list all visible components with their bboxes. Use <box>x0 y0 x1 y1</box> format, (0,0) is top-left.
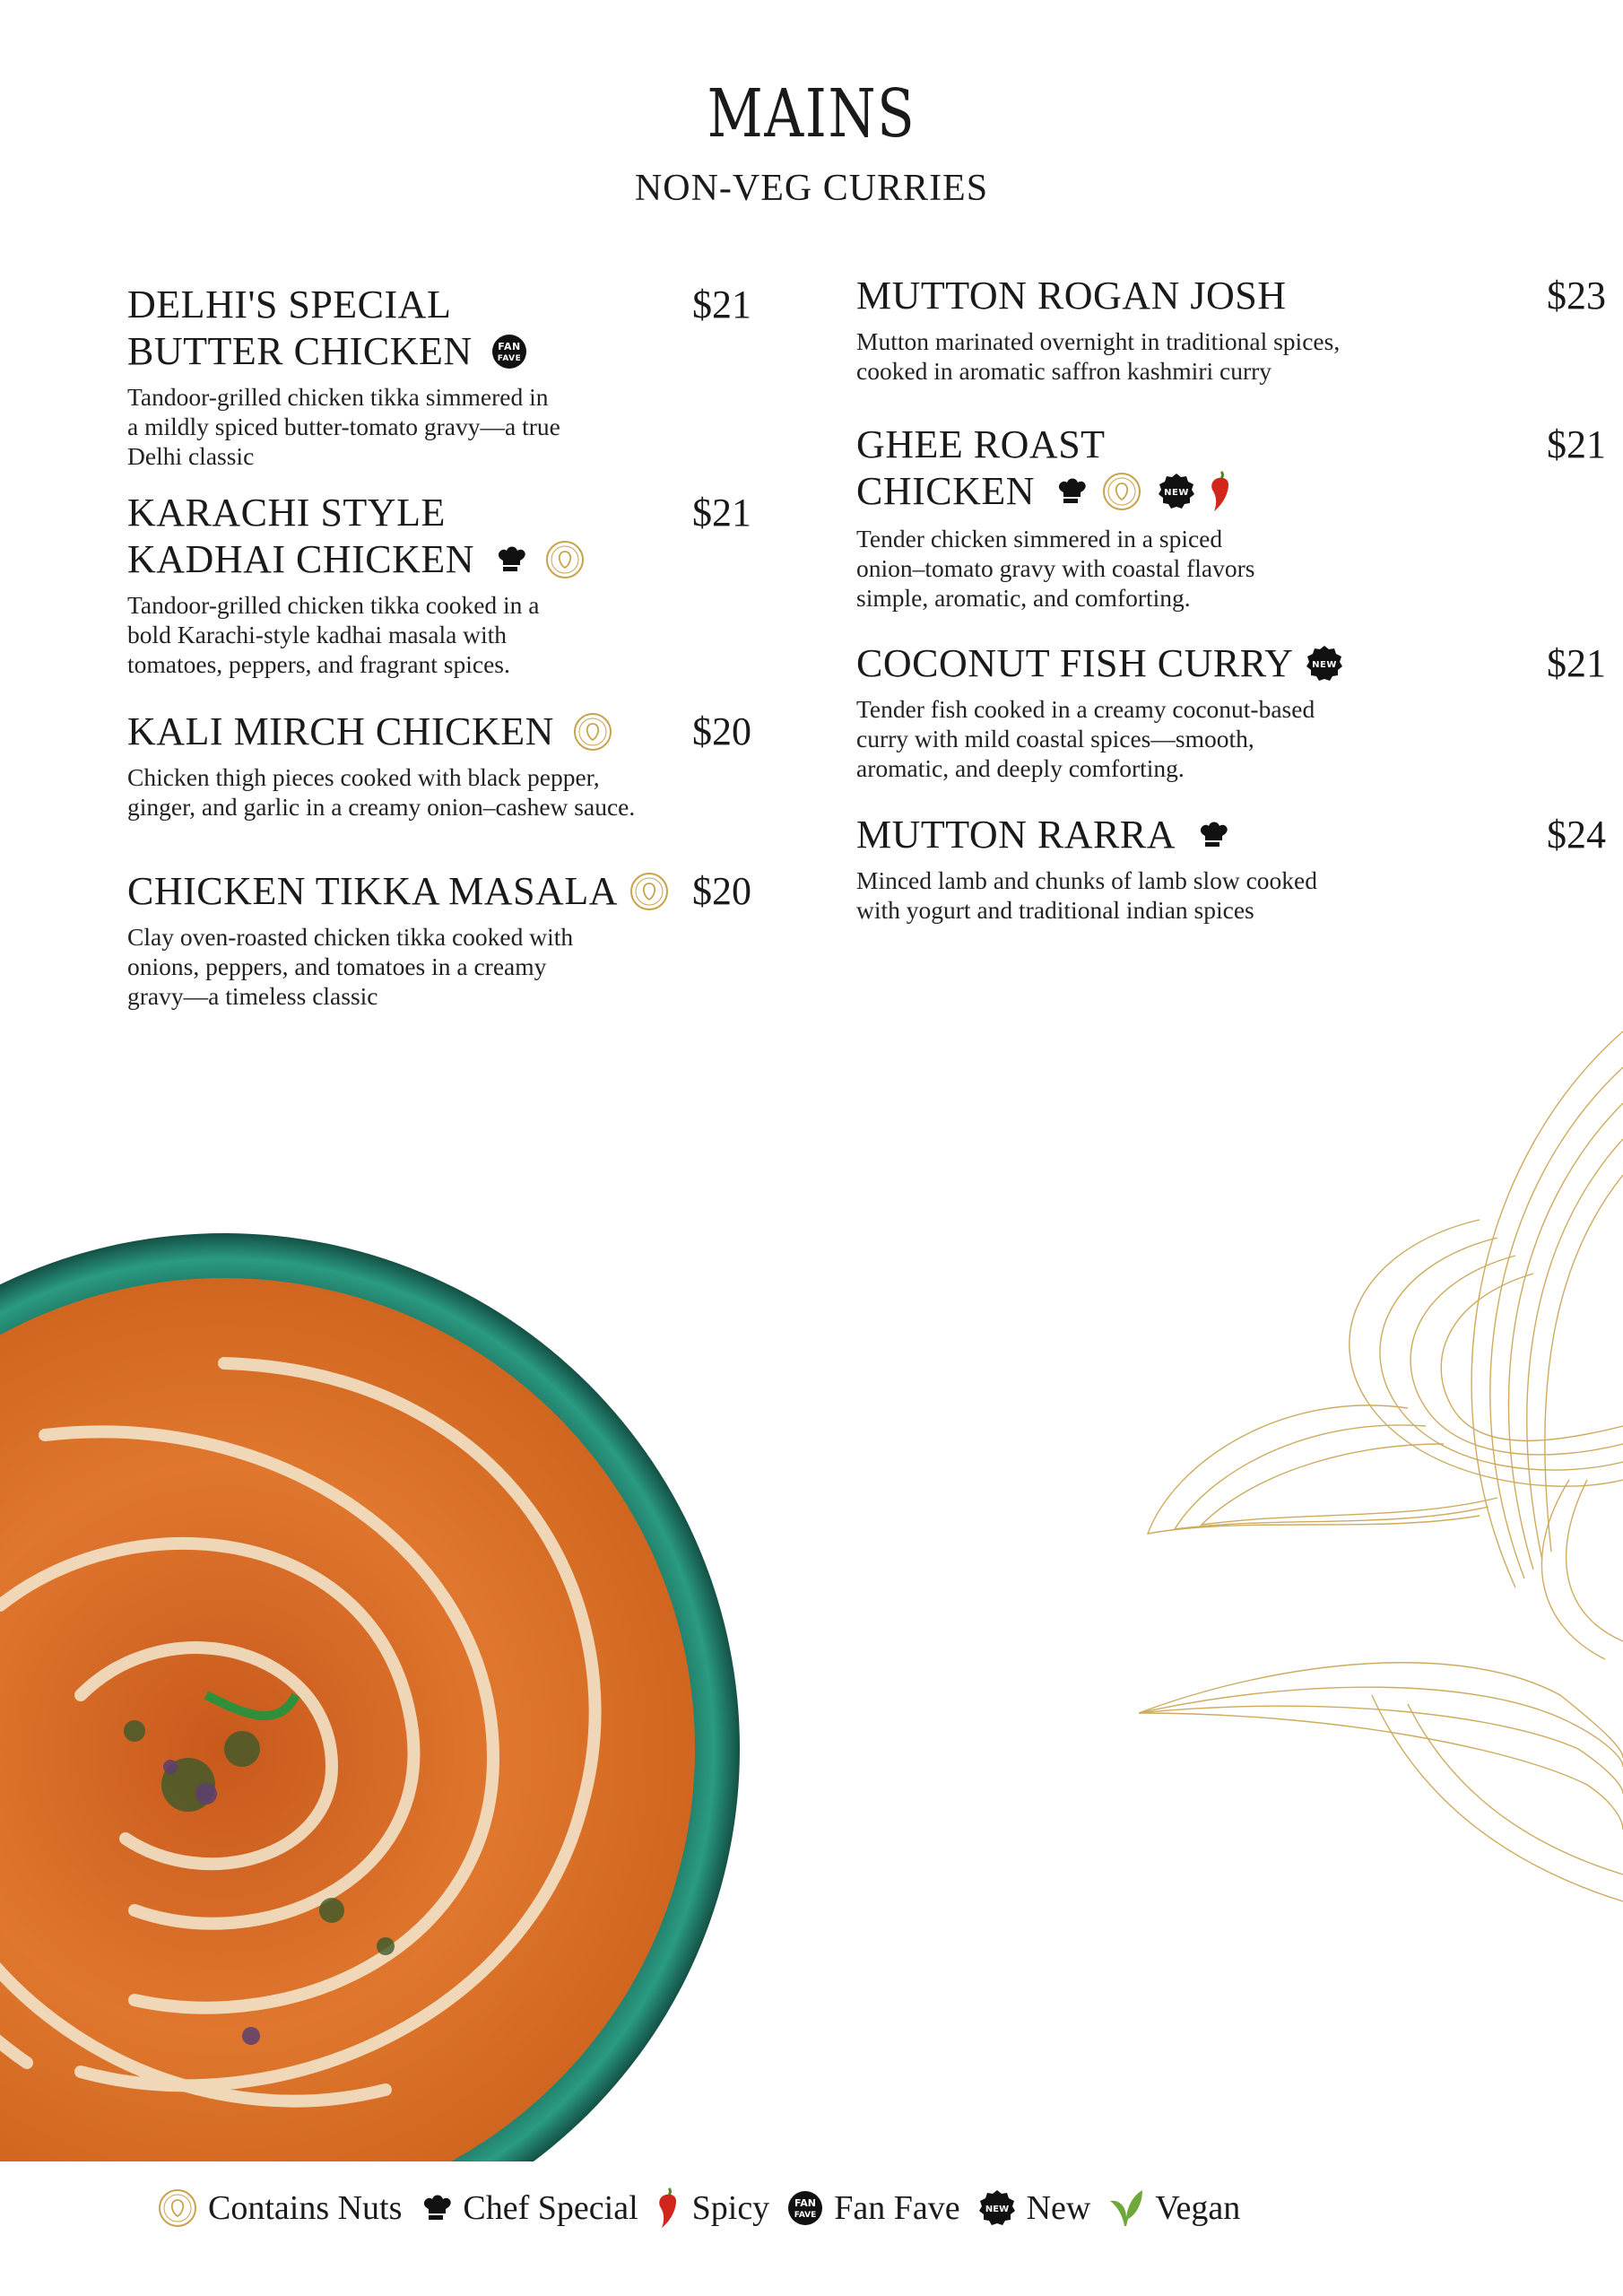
legend-label: Contains Nuts <box>208 2189 403 2227</box>
menu-item-mutton-rogan-josh <box>856 273 1606 386</box>
contains-nuts-icon <box>158 2188 197 2228</box>
item-name: GHEE ROAST CHICKEN NEW <box>856 422 1255 517</box>
item-price: $21 <box>692 491 751 535</box>
item-name: MUTTON RARRA <box>856 812 1317 858</box>
page-title: MAINS <box>707 75 916 152</box>
legend-label: Chef Special <box>463 2189 638 2227</box>
item-price: $20 <box>692 869 751 913</box>
item-price: $21 <box>692 283 751 326</box>
section-subtitle: NON-VEG CURRIES <box>634 168 989 209</box>
item-name: KALI MIRCH CHICKEN <box>127 709 635 755</box>
item-price: $21 <box>1547 641 1606 685</box>
item-description: Clay oven-roasted chicken tikka cooked with onions, peppers, and tomatoes in a creamy gravy—a timeless classic <box>127 923 574 1010</box>
legend-label: Vegan <box>1155 2189 1241 2227</box>
menu-item-butter-chicken <box>127 282 751 471</box>
menu-item-chicken-tikka-masala <box>127 868 751 1011</box>
gold-lily-decoration <box>1139 1013 1623 1928</box>
legend-item-spicy <box>656 2187 770 2230</box>
menu-header <box>0 75 1623 210</box>
legend <box>158 2187 1258 2230</box>
fan-fave-icon <box>787 2190 823 2226</box>
svg-text:FAN: FAN <box>794 2197 817 2209</box>
new-badge-icon <box>1306 645 1343 683</box>
item-description: Tandoor-grilled chicken tikka simmered in a mildly spiced butter-tomato gravy—a true Delhi classic <box>127 383 560 470</box>
legend-item-chef-special <box>420 2188 638 2228</box>
legend-item-vegan <box>1108 2188 1240 2228</box>
svg-text:NEW: NEW <box>985 2205 1009 2214</box>
fan-fave-icon <box>491 334 527 370</box>
menu-item-mutton-rarra <box>856 812 1606 925</box>
new-badge-icon <box>978 2189 1016 2227</box>
svg-text:NEW: NEW <box>1312 659 1338 670</box>
curry-bowl-photo <box>0 1229 744 2269</box>
leaf-icon <box>1108 2188 1144 2228</box>
item-name: DELHI'S SPECIAL BUTTER CHICKEN FAN FAVE <box>127 282 560 375</box>
item-price: $21 <box>1547 422 1606 466</box>
item-description: Tandoor-grilled chicken tikka cooked in a bold Karachi-style kadhai masala with tomatoes, peppers, and fragrant spices. <box>127 591 540 678</box>
item-name: MUTTON ROGAN JOSH <box>856 274 1287 317</box>
menu-item-kali-mirch-chicken <box>127 709 751 822</box>
chef-hat-icon <box>420 2192 452 2224</box>
menu-item-kadhai-chicken <box>127 490 751 679</box>
svg-text:FAVE: FAVE <box>497 353 522 363</box>
item-description: Chicken thigh pieces cooked with black pepper, ginger, and garlic in a creamy onion–cashew sauce. <box>127 763 636 821</box>
contains-nuts-icon <box>629 872 669 911</box>
menu-item-coconut-fish-curry <box>856 640 1606 783</box>
new-badge-icon <box>1158 473 1195 510</box>
item-name: KARACHI STYLE KADHAI CHICKEN <box>127 490 585 583</box>
legend-label: New <box>1026 2189 1091 2227</box>
chili-icon <box>1209 470 1234 513</box>
item-description: Mutton marinated overnight in traditional spices, cooked in aromatic saffron kashmiri curry <box>856 327 1341 385</box>
legend-label: Fan Fave <box>834 2189 960 2227</box>
contains-nuts-icon <box>573 712 612 752</box>
svg-text:FAVE: FAVE <box>794 2211 817 2220</box>
contains-nuts-icon <box>1102 472 1141 511</box>
item-name: COCONUT FISH CURRY NEW <box>856 640 1343 687</box>
legend-item-contains-nuts <box>158 2188 402 2228</box>
chef-hat-icon <box>494 544 526 576</box>
item-description: Minced lamb and chunks of lamb slow cooked with yogurt and traditional indian spices <box>856 866 1317 924</box>
item-price: $23 <box>1547 274 1606 317</box>
menu-item-ghee-roast-chicken <box>856 422 1606 613</box>
chef-hat-icon <box>1055 475 1087 508</box>
contains-nuts-icon <box>545 540 585 579</box>
legend-label: Spicy <box>691 2189 770 2227</box>
item-name: CHICKEN TIKKA MASALA <box>127 868 669 915</box>
legend-item-new <box>978 2188 1091 2228</box>
legend-bar <box>0 2161 1623 2296</box>
item-description: Tender fish cooked in a creamy coconut-based curry with mild coastal spices—smooth, aromatic, and deeply comforting. <box>856 695 1315 782</box>
svg-text:FAN: FAN <box>498 340 521 352</box>
item-price: $24 <box>1547 813 1606 857</box>
svg-text:NEW: NEW <box>1163 487 1189 498</box>
item-description: Tender chicken simmered in a spiced onion–tomato gravy with coastal flavors simple, aromatic, and comforting. <box>856 524 1255 612</box>
chef-hat-icon <box>1196 819 1228 851</box>
item-price: $20 <box>692 709 751 753</box>
legend-item-fan-fave <box>787 2188 959 2228</box>
chili-icon <box>656 2187 681 2230</box>
